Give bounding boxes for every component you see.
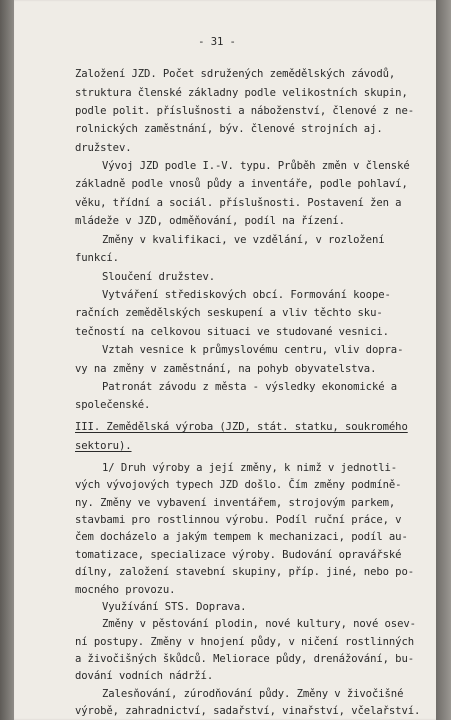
text-line: ny. Změny ve vybavení inventářem, strojovým parkem,	[75, 496, 396, 509]
text-line: račních zemědělských seskupení a vliv těchto sku-	[75, 307, 383, 319]
text-line: Změny v kvalifikaci, ve vzdělání, v rozložení	[102, 234, 385, 246]
section-heading: III. Zemědělská výroba (JZD, stát. statku, soukromého	[75, 421, 408, 433]
text-line: vých vývojových typech JZD došlo. Čím změny podmíně-	[75, 479, 402, 492]
page-edge-shadow	[436, 0, 451, 720]
text-line: stavbami pro rostlinnou výrobu. Podíl ruční práce, v	[75, 514, 402, 527]
page-number: - 31 -	[198, 36, 236, 48]
text-line: struktura členské základny podle velikostních skupin,	[75, 87, 408, 99]
text-line: Založení JZD. Počet sdružených zemědělských závodů,	[75, 68, 396, 80]
text-line: družstev.	[75, 142, 132, 154]
text-line: podle polit. příslušnosti a náboženství, členové z ne-	[75, 105, 415, 117]
text-line: 1/ Druh výroby a její změny, k nimž v jednotli-	[102, 462, 398, 474]
text-line: Patronát závodu z města - výsledky ekonomické a	[102, 381, 398, 393]
section-heading-continued: sektoru).	[75, 440, 132, 452]
text-line: dování vodních nádrží.	[75, 670, 214, 683]
text-line: Zalesňování, zúrodňování půdy. Změny v živočišné	[102, 687, 404, 700]
text-line: Změny v pěstování plodin, nové kultury, nové osev-	[102, 618, 416, 631]
text-line: vy na změny v zaměstnání, na pohyb obyvatelstva.	[75, 363, 377, 375]
text-line: Využívání STS. Doprava.	[102, 600, 247, 613]
text-line: věku, třídní a sociál. příslušnosti. Postavení žen a	[75, 197, 402, 209]
binding-shadow	[0, 0, 14, 720]
text-line: Sloučení družstev.	[102, 271, 216, 283]
text-line: a živočišných škůdců. Meliorace půdy, drenážování, bu-	[75, 652, 415, 665]
text-line: mocného provozu.	[75, 583, 176, 596]
text-line: tečností na celkovou situaci ve studované vesnici.	[75, 326, 389, 338]
text-line: čem docházelo a jakým tempem k mechanizaci, podíl au-	[75, 531, 408, 544]
text-line: výrobě, zahradnictví, sadařství, vinařství, včelařství.	[75, 705, 421, 717]
text-line: Vztah vesnice k průmyslovému centru, vliv dopra-	[102, 344, 404, 356]
text-line: Vytváření střediskových obcí. Formování koope-	[102, 289, 391, 301]
text-line: ní postupy. Změny v hnojení půdy, v ničení rostlinných	[75, 635, 415, 648]
text-line: dílny, založení stavební skupiny, příp. jiné, nebo po-	[75, 566, 415, 579]
text-line: rolnických zaměstnání, býv. členové strojních aj.	[75, 123, 383, 135]
text-line: společenské.	[75, 399, 151, 411]
text-line: mládeže v JZD, odměňování, podíl na řízení.	[75, 215, 345, 227]
text-line: Vývoj JZD podle I.-V. typu. Průběh změn v členské	[102, 160, 410, 172]
text-line: základně podle vnosů půdy a inventáře, podle pohlaví,	[75, 178, 408, 190]
text-line: funkcí.	[75, 252, 119, 264]
text-line: tomatizace, specializace výroby. Budování opravářské	[75, 548, 402, 561]
